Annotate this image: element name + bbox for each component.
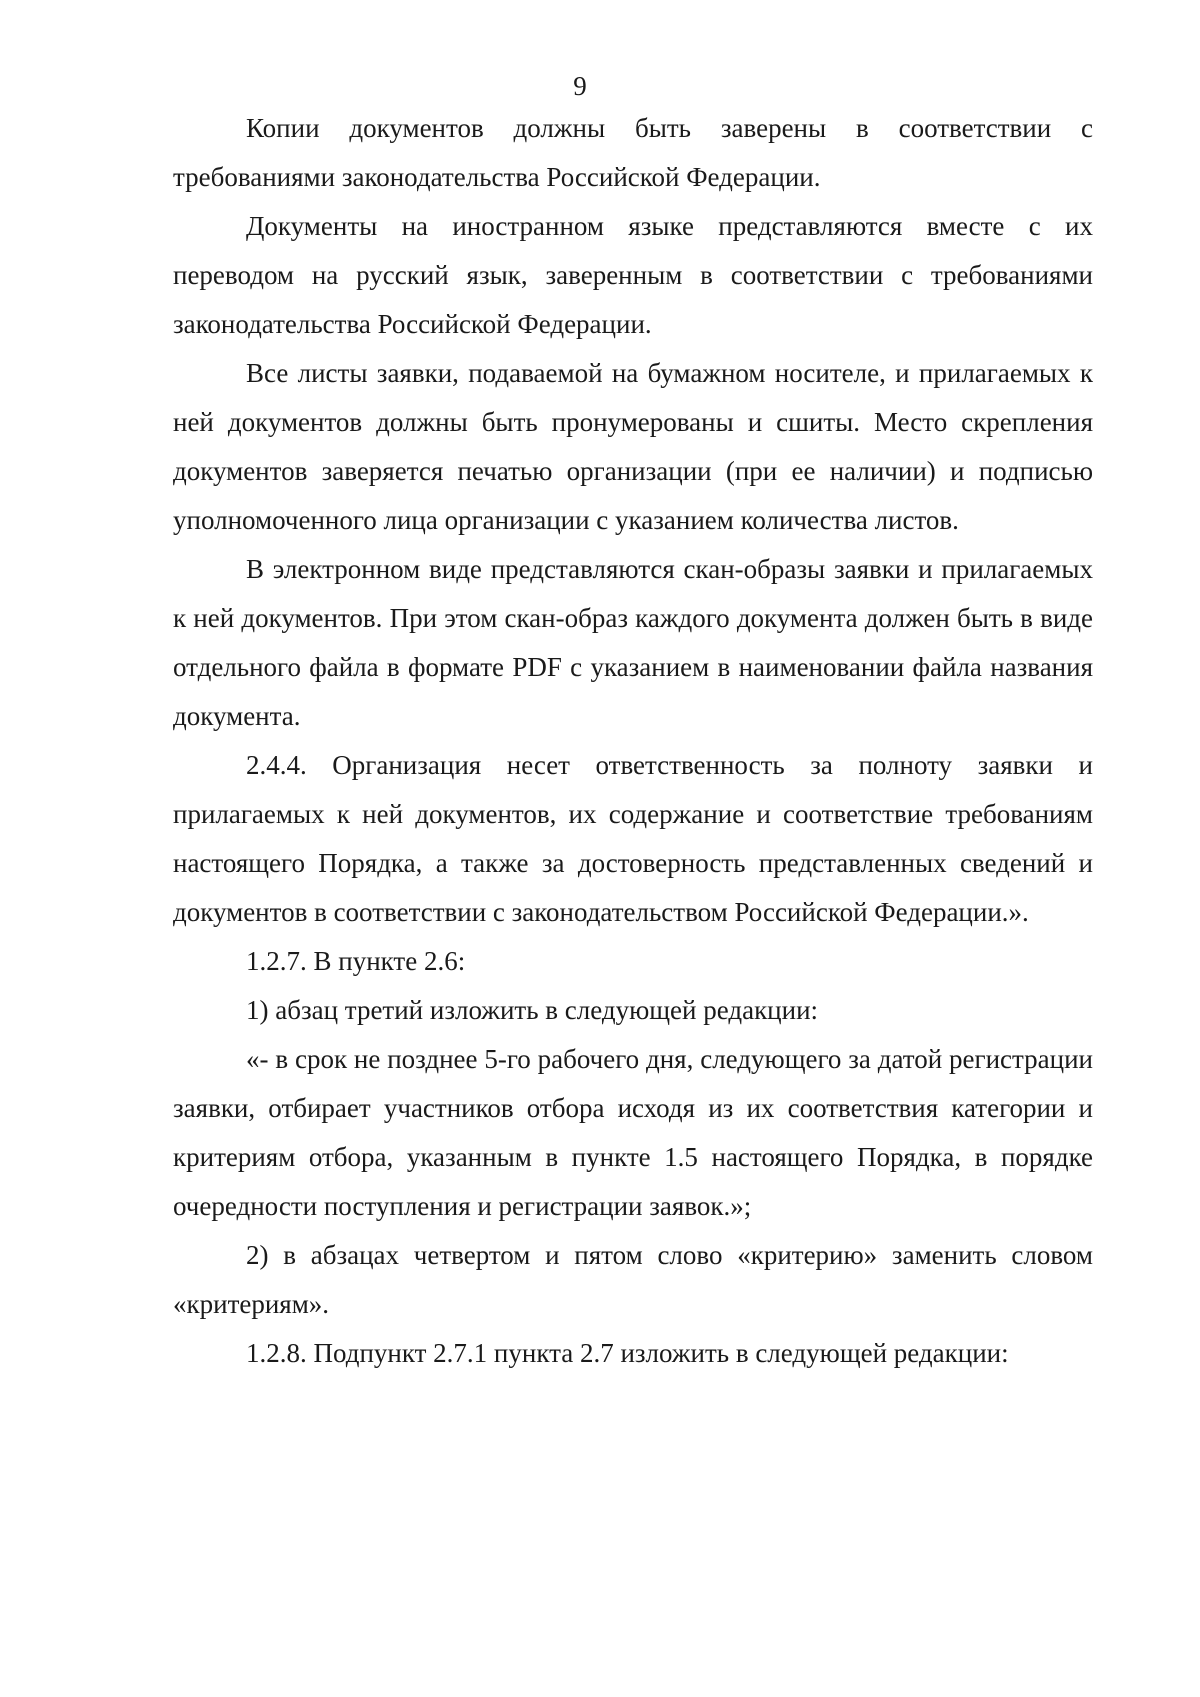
paragraph-1-2-8-heading: 1.2.8. Подпункт 2.7.1 пункта 2.7 изложить в следующей редакции: — [246, 1338, 1009, 1368]
paragraph-item-1-heading: 1) абзац третий изложить в следующей редакции: — [246, 995, 819, 1025]
paragraph-quoted-new-wording: «- в срок не позднее 5-го рабочего дня, следующего за датой регистрации заявки, отбирает участников отбора исходя из их соответствия категории и критериям отбора, указанным в пункте 1.5 настоящего Порядка, в порядке очередности поступления и регистрации заявок.»; — [173, 1044, 1093, 1221]
document-body — [173, 104, 1093, 1378]
page-number: 9 — [573, 71, 587, 101]
paragraph-copies-certified: Копии документов должны быть заверены в соответствии с требованиями законодательства Российской Федерации. — [173, 113, 1093, 192]
paragraph-foreign-language-documents: Документы на иностранном языке представляются вместе с их переводом на русский язык, заверенным в соответствии с требованиями законодательства Российской Федерации. — [173, 211, 1093, 339]
paragraph-electronic-scans: В электронном виде представляются скан-образы заявки и прилагаемых к ней документов. При этом скан-образ каждого документа должен быть в виде отдельного файла в формате PDF с указанием в наименовании файла названия документа. — [173, 554, 1093, 731]
paragraph-2-4-4-responsibility: 2.4.4. Организация несет ответственность за полноту заявки и прилагаемых к ней документов, их содержание и соответствие требованиям настоящего Порядка, а также за достоверность представленных сведений и документов в соответствии с законодательством Российской Федерации.». — [173, 750, 1093, 927]
paragraph-sheets-numbered: Все листы заявки, подаваемой на бумажном носителе, и прилагаемых к ней документов должны быть пронумерованы и сшиты. Место скрепления документов заверяется печатью организации (при ее наличии) и подписью уполномоченного лица организации с указанием количества листов. — [173, 358, 1093, 535]
paragraph-1-2-7-heading: 1.2.7. В пункте 2.6: — [246, 946, 466, 976]
paragraph-item-2-replace-word: 2) в абзацах четвертом и пятом слово «критерию» заменить словом «критериям». — [173, 1240, 1093, 1319]
